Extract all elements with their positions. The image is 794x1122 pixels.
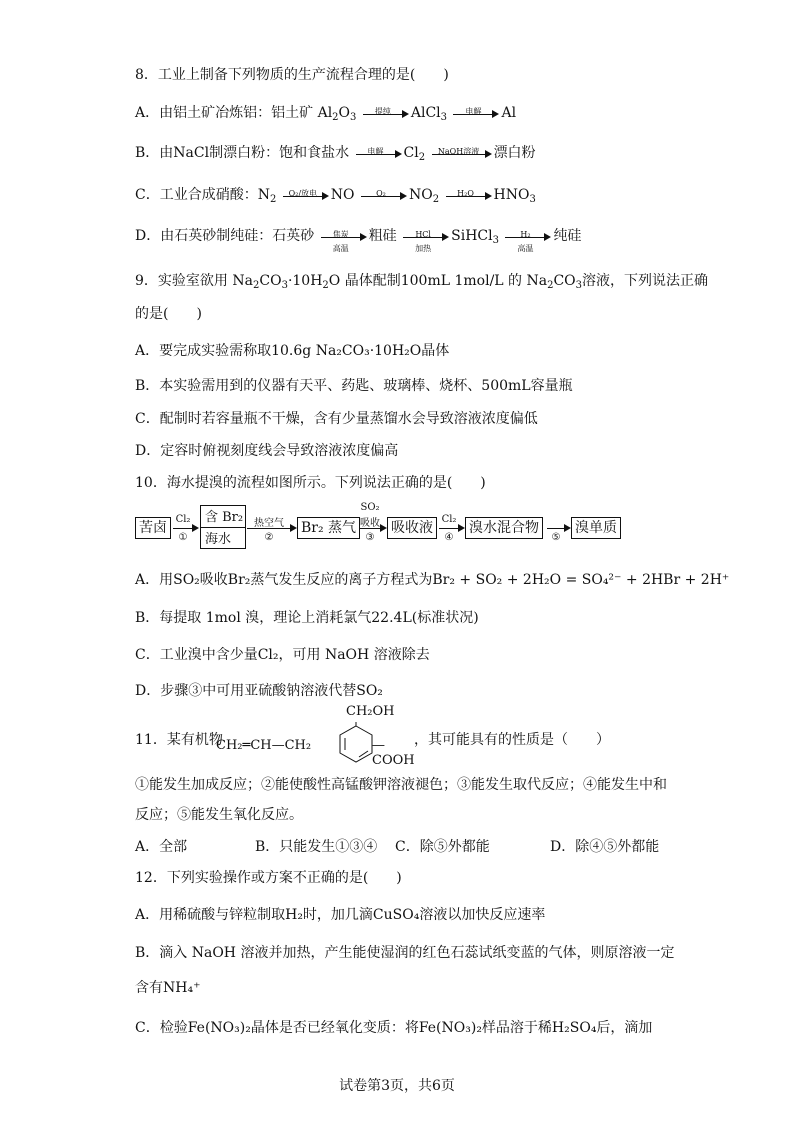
q9-option-d: D．定容时俯视刻度线会导致溶液浓度偏高 — [135, 443, 399, 459]
reaction-arrow: 电解 — [356, 143, 402, 163]
reaction-arrow: H₂ 高温 — [505, 226, 551, 246]
reaction-arrow: O₂ — [361, 185, 407, 205]
reaction-arrow: NaOH溶液 — [432, 143, 492, 163]
q8-stem: 8．工业上制备下列物质的生产流程合理的是( ) — [135, 67, 449, 83]
flow-node-br2-vapor: Br₂ 蒸气 — [297, 517, 360, 539]
bromine-flow-diagram — [135, 502, 695, 553]
q12-option-a: A．用稀硫酸与锌粒制取H₂时，加几滴CuSO₄溶液以加快反应速率 — [135, 907, 546, 923]
q11-items-line1: ①能发生加成反应；②能使酸性高锰酸钾溶液褪色；③能发生取代反应；④能发生中和 — [135, 777, 667, 793]
q11-option-d: D．除④⑤外都能 — [550, 839, 660, 855]
flow-arrow-3: SO₂ 吸收 ③ — [359, 518, 387, 538]
reaction-arrow: HCl 加热 — [403, 226, 449, 246]
flow-node-bromine: 溴单质 — [571, 517, 621, 539]
q10-option-b: B．每提取 1mol 溴，理论上消耗氯气22.4L(标准状况) — [135, 610, 479, 626]
q11-items-line2: 反应；⑤能发生氧化反应。 — [135, 807, 303, 823]
reaction-arrow: O₂/放电 — [283, 185, 329, 205]
q11-stem-post: ，其可能具有的性质是（ ） — [414, 732, 610, 748]
q12-option-b-line2: 含有NH₄⁺ — [135, 980, 201, 996]
q10-option-d: D．步骤③中可用亚硫酸钠溶液代替SO₂ — [135, 683, 383, 699]
q9-option-b: B．本实验需用到的仪器有天平、药匙、玻璃棒、烧杯、500mL容量瓶 — [135, 378, 573, 394]
q11-option-c: C．除⑤外都能 — [395, 839, 490, 855]
q8-option-c: C．工业合成硝酸：$N_2$ O₂/放电 NO O₂ $NO_2$ H₂O $HNO_3$ — [135, 187, 536, 205]
flow-node-seawater: 含 Br₂ 海水 — [200, 505, 246, 549]
reaction-arrow: 焦炭 高温 — [321, 226, 367, 246]
organic-structure: CH₂OH CH₂═CH—CH₂ —COOH — [216, 704, 415, 768]
q12-stem: 12．下列实验操作或方案不正确的是( ) — [135, 870, 402, 886]
q8-option-a: A．由铝土矿冶炼铝：铝土矿 $Al_2O_3$ 提纯 AlCl$_3$ 电解 Al — [135, 105, 517, 123]
reaction-arrow: 提纯 — [363, 103, 409, 123]
q9-option-c: C．配制时若容量瓶不干燥，含有少量蒸馏水会导致溶液浓度偏低 — [135, 411, 538, 427]
q10-option-c: C．工业溴中含少量Cl₂，可用 NaOH 溶液除去 — [135, 647, 430, 663]
flow-node-absorb-liquid: 吸收液 — [387, 517, 437, 539]
q11-stem: 11．某有机物 — [135, 732, 223, 748]
q11-option-b: B．只能发生①③④ — [255, 839, 378, 855]
q8-option-b: B．由NaCl制漂白粉：饱和食盐水 电解 $Cl_2$ NaOH溶液 漂白粉 — [135, 145, 536, 163]
flow-arrow-5: ⑤ — [547, 518, 571, 538]
flow-arrow-1: Cl₂ ① — [173, 518, 199, 538]
q9-stem-line1: 9．实验室欲用 $Na_2CO_3\cdot 10H_2O$ 晶体配制100mL 1mol/L 的 $Na_2CO_3$溶液，下列说法正确 — [135, 273, 709, 291]
flow-arrow-2: 热空气 ② — [247, 518, 297, 538]
q9-stem-line2: 的是( ) — [135, 306, 202, 322]
reaction-arrow: H₂O — [446, 185, 492, 205]
flow-arrow-4: Cl₂ ④ — [439, 518, 465, 538]
q11-option-a: A．全部 — [135, 839, 188, 855]
q10-stem: 10．海水提溴的流程如图所示。下列说法正确的是( ) — [135, 475, 486, 491]
q10-option-a: A．用SO₂吸收Br₂蒸气发生反应的离子方程式为Br₂ + SO₂ + 2H₂O = SO₄²⁻ + 2HBr + 2H⁺ — [135, 572, 730, 588]
q12-option-b-line1: B．滴入 NaOH 溶液并加热，产生能使湿润的红色石蕊试纸变蓝的气体，则原溶液一定 — [135, 945, 675, 961]
flow-node-kulu: 苦卤 — [135, 517, 171, 539]
reaction-arrow: 电解 — [453, 103, 499, 123]
q9-option-a: A．要完成实验需称取10.6g Na₂CO₃·10H₂O晶体 — [135, 343, 450, 359]
q8-option-d: D．由石英砂制纯硅：石英砂 焦炭 高温 粗硅 HCl 加热 SiHCl$_3$ H₂ 高温 纯硅 — [135, 228, 582, 253]
q12-option-c: C．检验Fe(NO₃)₂晶体是否已经氧化变质：将Fe(NO₃)₂样品溶于稀H₂SO₄后，滴加 — [135, 1020, 653, 1036]
page-footer: 试卷第3页，共6页 — [339, 1078, 455, 1094]
benzene-ring — [336, 722, 376, 766]
flow-node-bromine-water: 溴水混合物 — [465, 517, 543, 539]
